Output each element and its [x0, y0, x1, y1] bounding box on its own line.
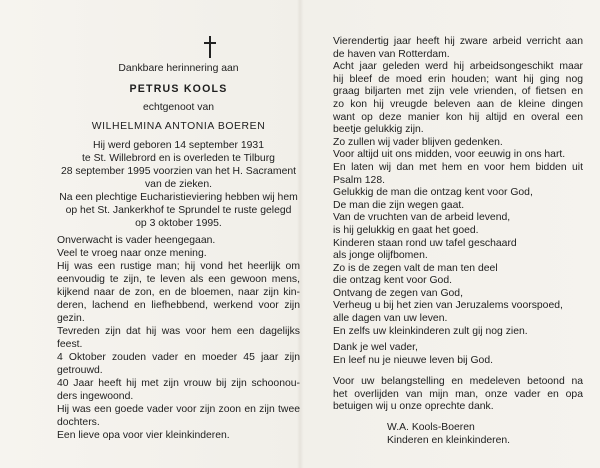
- birth-line: op het St. Jankerkhof te Sprundel te ruste gelegd: [65, 205, 292, 216]
- text-line: ders ingewoond.: [57, 391, 134, 402]
- psalm-line: is hij gelukkig en gaat het goed.: [333, 224, 479, 236]
- text-line: beetje gelukkig zijn.: [333, 124, 424, 136]
- text-line: Hij was een rustige man; hij vond het heerlijk om: [57, 261, 300, 272]
- text-line: eenvoudig te zijn, te leven als een gewoon mens,: [57, 274, 300, 285]
- text-line: kijkend naar de zon, en de bloemen, naar zijn kin-: [57, 287, 300, 298]
- psalm-line: Kinderen staan rond uw tafel geschaard: [333, 237, 517, 249]
- text-line: de haven van Rotterdam.: [333, 48, 450, 60]
- text-line: En leef nu je nieuwe leven bij God.: [333, 354, 494, 366]
- text-line: 40 Jaar heeft hij met zijn vrouw bij zijn schoonou-: [57, 378, 300, 389]
- text-line: want op deze manier kon hij altijd en overal een: [333, 111, 583, 123]
- heading: Dankbare herinnering aan: [118, 63, 239, 74]
- psalm-line: alle dagen van uw leven.: [333, 313, 448, 325]
- left-page: [57, 0, 300, 468]
- text-line: feest.: [57, 339, 83, 350]
- psalm-line: Verheug u bij het zien van Jeruzalems voorspoed,: [333, 300, 563, 312]
- text-line: Een lieve opa voor vier kleinkinderen.: [57, 430, 230, 441]
- psalm-line: Zo is de zegen valt de man ten deel: [333, 262, 498, 274]
- signature-line: Kinderen en kleinkinderen.: [387, 434, 511, 446]
- spouse-name: WILHELMINA ANTONIA BOEREN: [91, 121, 266, 132]
- birth-line: 28 september 1995 voorzien van het H. Sacrament: [60, 166, 297, 177]
- text-line: 4 Oktober zouden vader en moeder 45 jaar zijn: [57, 352, 300, 363]
- farewell-text: [333, 341, 583, 366]
- right-page: [333, 0, 583, 468]
- text-line: Acht jaar geleden werd hij arbeidsongeschikt maar: [333, 61, 583, 73]
- signature-block: [387, 421, 577, 446]
- psalm-line: En zelfs uw kleinkinderen zult gij nog zien.: [333, 325, 528, 337]
- cross-icon: [203, 36, 217, 58]
- birth-line: van de zieken.: [144, 179, 212, 190]
- text-line: Psalm 128.: [333, 174, 385, 186]
- psalm-line: Gelukkig de man die ontzag kent voor God,: [333, 187, 533, 199]
- text-line: graag biljarten met zijn vele vrienden, of fietsen en: [333, 86, 583, 98]
- thanks-text: [333, 375, 583, 413]
- text-line: Voor altijd uit ons midden, voor eeuwig in ons hart.: [333, 149, 566, 161]
- text-line: hij bleef de moed erin houden; want hij ging nog: [333, 73, 583, 85]
- psalm-line: als jonge olijfbomen.: [333, 250, 428, 262]
- spouse-label: echtgenoot van: [142, 102, 215, 113]
- text-line: dochters.: [57, 417, 100, 428]
- text-line: Tevreden zijn dat hij was voor hem een dagelijks: [57, 326, 300, 337]
- life-text: [333, 35, 583, 337]
- birth-death-block: [57, 139, 300, 230]
- tribute-text: [57, 234, 300, 442]
- text-line: En laten wij dan met hem en voor hem bidden uit: [333, 161, 583, 173]
- text-line: Zo zullen wij vader blijven gedenken.: [333, 136, 503, 148]
- signature-line: W.A. Kools-Boeren: [387, 422, 475, 433]
- deceased-name: PETRUS KOOLS: [129, 83, 228, 95]
- text-line: deren, lachend en liefhebbend, werkend voor zijn: [57, 300, 300, 311]
- birth-line: Na een plechtige Eucharistieviering hebben wij hem: [59, 192, 298, 203]
- text-line: Vierendertig jaar heeft hij zware arbeid verricht aan: [333, 36, 583, 47]
- text-line: Hij was een goede vader voor zijn zoon en zijn twee: [57, 404, 300, 415]
- birth-line: op 3 oktober 1995.: [135, 218, 222, 229]
- psalm-line: Van de vruchten van de arbeid levend,: [333, 212, 511, 224]
- text-line: gezin.: [57, 313, 85, 324]
- text-line: Onverwacht is vader heengegaan.: [57, 235, 216, 246]
- text-line: betuigen wij u onze oprechte dank.: [333, 401, 494, 413]
- psalm-line: Ontvang de zegen van God,: [333, 287, 463, 299]
- text-line: Dank je wel vader,: [333, 342, 418, 353]
- text-line: Voor uw belangstelling en medeleven betoond na: [333, 376, 583, 387]
- text-line: zo kon hij vreugde beleven aan de kleine dingen: [333, 98, 583, 110]
- text-line: Veel te vroeg naar onze mening.: [57, 248, 207, 259]
- text-line: getrouwd.: [57, 365, 103, 376]
- birth-line: Hij werd geboren 14 september 1931: [93, 140, 264, 151]
- psalm-line: die ontzag kent voor God.: [333, 275, 452, 287]
- text-line: het overlijden van mijn man, onze vader en opa: [333, 388, 583, 400]
- birth-line: te St. Willebrord en is overleden te Tilburg: [82, 153, 275, 164]
- psalm-line: De man die zijn wegen gaat.: [333, 199, 465, 211]
